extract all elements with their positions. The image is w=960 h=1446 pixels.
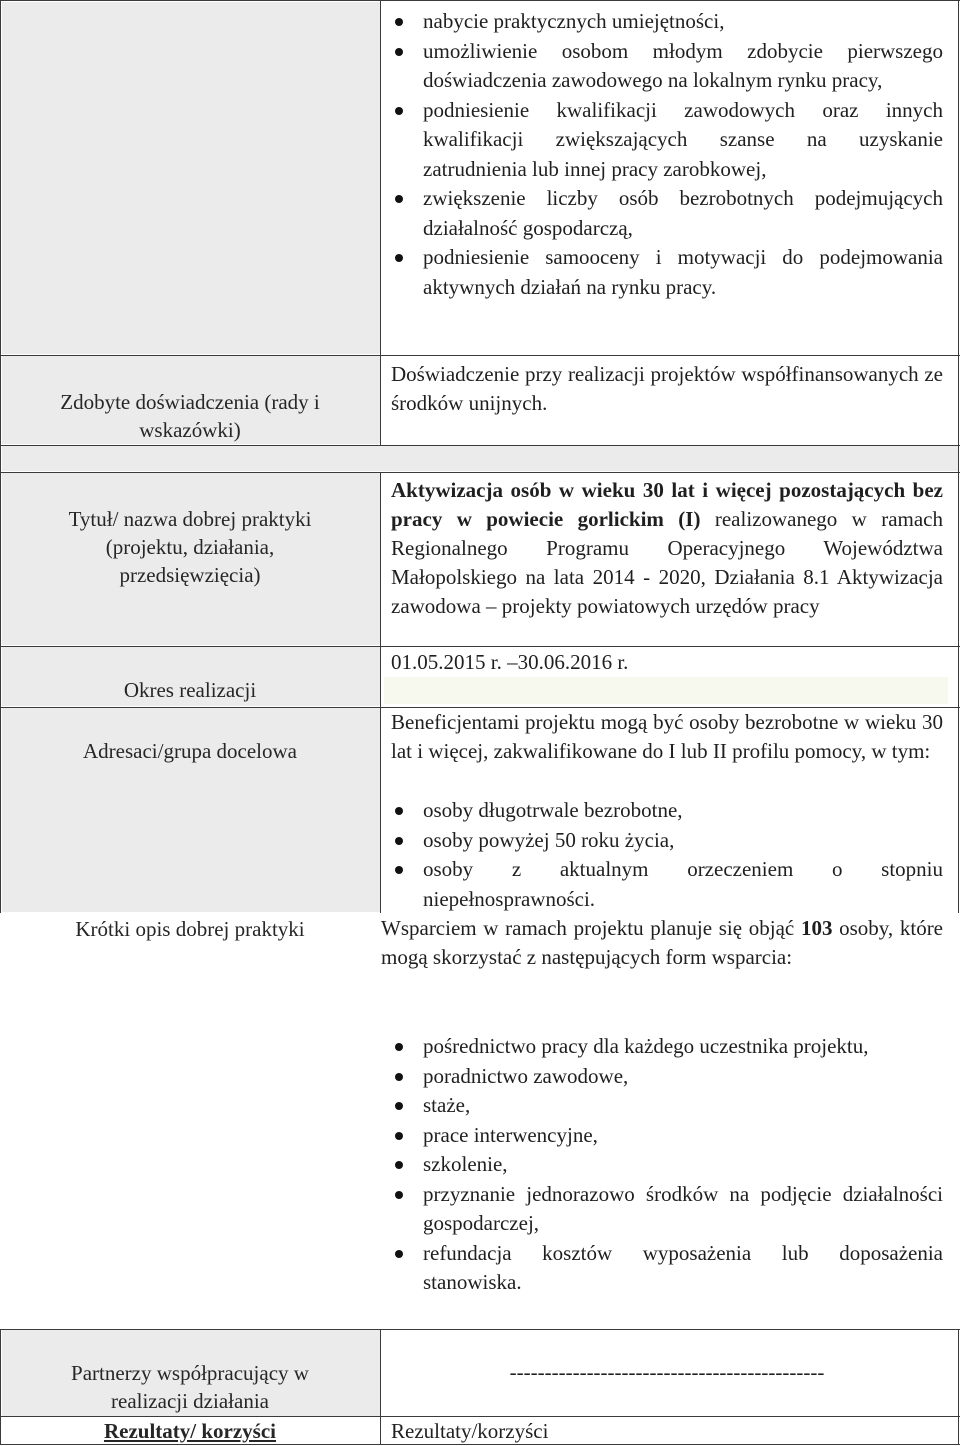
column-divider bbox=[380, 0, 381, 446]
row-divider bbox=[0, 355, 960, 356]
partners-value: --------------------------------------------- bbox=[509, 1360, 825, 1384]
list-item: umożliwienie osobom młodym zdobycie pierwszego doświadczenia zawodowego na lokalnym rynku pracy, bbox=[391, 37, 943, 96]
row-divider bbox=[0, 472, 960, 473]
list-item: pośrednictwo pracy dla każdego uczestnika projektu, bbox=[391, 1032, 943, 1062]
list-item: nabycie praktycznych umiejętności, bbox=[391, 7, 943, 37]
description-label: Krótki opis dobrej praktyki bbox=[75, 917, 305, 941]
results-value: Rezultaty/korzyści bbox=[391, 1419, 549, 1443]
objectives-list bbox=[391, 7, 943, 302]
row-divider bbox=[0, 646, 960, 647]
list-item: podniesienie kwalifikacji zawodowych oraz innych kwalifikacji zwiększających szanse na uzyskanie zatrudnienia lub innej pracy zarobkowej, bbox=[391, 96, 943, 185]
list-item: staże, bbox=[391, 1091, 943, 1121]
practice-title-rest: realizowanego w ramach Regionalnego Programu Operacyjnego Województwa Małopolskiego na lata 2014 - 2020, Działania 8.1 Aktywizacja zawodowa – projekty powiatowych urzędów pracy bbox=[391, 507, 943, 618]
description-intro-after: osoby, które mogą skorzystać z następujących form wsparcia: bbox=[381, 916, 944, 969]
list-item: przyznanie jednorazowo środków na podjęcie działalności gospodarczej, bbox=[391, 1180, 943, 1239]
experience-label: Zdobyte doświadczenia (rady i wskazówki) bbox=[60, 390, 320, 442]
description-number: 103 bbox=[800, 916, 833, 940]
practice-title bbox=[391, 476, 943, 621]
list-item: zwiększenie liczby osób bezrobotnych podejmujących działalność gospodarczą, bbox=[391, 184, 943, 243]
table-border-top bbox=[0, 0, 960, 1]
row-divider bbox=[0, 445, 960, 446]
column-divider bbox=[380, 1329, 381, 1445]
spacer-row bbox=[2, 446, 958, 471]
period-label: Okres realizacji bbox=[123, 678, 257, 702]
practice-title-bold: Aktywizacja osób w wieku 30 lat i więcej pozostających bez pracy w powiecie gorlickim (I) bbox=[391, 478, 943, 531]
experience-text: Doświadczenie przy realizacji projektów współfinansowanych ze środków unijnych. bbox=[391, 362, 943, 415]
list-item: osoby powyżej 50 roku życia, bbox=[391, 826, 943, 856]
period-highlight-strip bbox=[384, 677, 948, 704]
list-item: poradnictwo zawodowe, bbox=[391, 1062, 943, 1092]
list-item: refundacja kosztów wyposażenia lub doposażenia stanowiska. bbox=[391, 1239, 943, 1298]
description-intro bbox=[381, 914, 943, 972]
list-item: szkolenie, bbox=[391, 1150, 943, 1180]
table-border-right bbox=[958, 1329, 959, 1445]
list-item: podniesienie samooceny i motywacji do podejmowania aktywnych działań na rynku pracy. bbox=[391, 243, 943, 302]
target-intro: Beneficjentami projektu mogą być osoby bezrobotne w wieku 30 lat i więcej, zakwalifikowane do I lub II profilu pomocy, w tym: bbox=[391, 710, 943, 763]
column-divider bbox=[380, 472, 381, 913]
list-item: prace interwencyjne, bbox=[391, 1121, 943, 1151]
description-intro-before: Wsparciem w ramach projektu planuje się objąć bbox=[381, 916, 801, 940]
partners-label: Partnerzy współpracujący w realizacji działania bbox=[71, 1361, 309, 1413]
target-list bbox=[391, 796, 943, 914]
results-label: Rezultaty/ korzyści bbox=[103, 1419, 277, 1443]
list-item: osoby długotrwale bezrobotne, bbox=[391, 796, 943, 826]
period-value: 01.05.2015 r. –30.06.2016 r. bbox=[391, 650, 629, 674]
table-border-left bbox=[0, 0, 1, 913]
target-label: Adresaci/grupa docelowa bbox=[83, 739, 297, 763]
title-label: Tytuł/ nazwa dobrej praktyki (projektu, działania, przedsięwzięcia) bbox=[68, 507, 312, 587]
list-item: osoby z aktualnym orzeczeniem o stopniu niepełnosprawności. bbox=[391, 855, 943, 914]
table-border-right bbox=[958, 0, 959, 913]
row-divider bbox=[0, 1329, 960, 1330]
support-forms-list bbox=[391, 1032, 943, 1298]
label-column-top bbox=[2, 2, 380, 354]
